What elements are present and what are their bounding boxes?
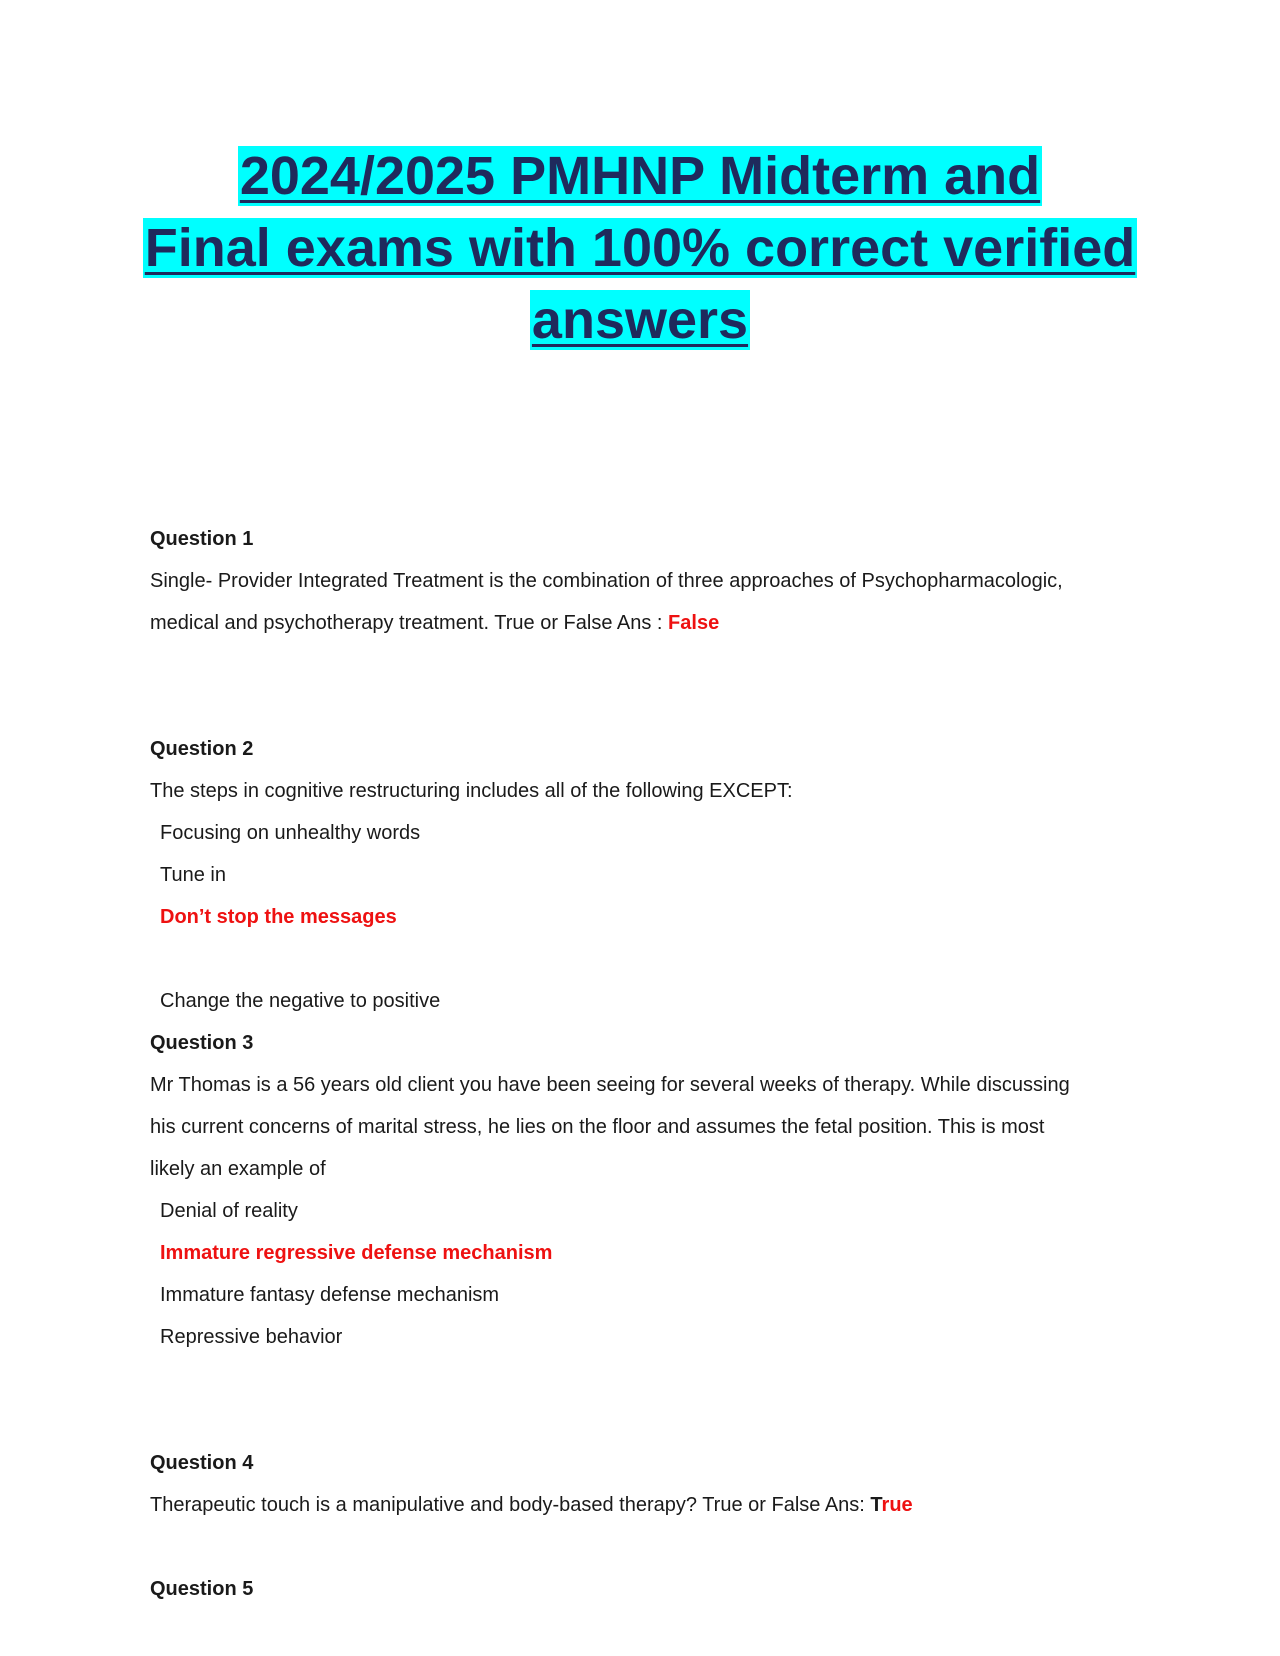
question-text-segment: medical and psychotherapy treatment. True or False Ans :	[150, 612, 669, 634]
question-text-line: Single- Provider Integrated Treatment is the combination of three approaches of Psychopharmacologic,	[150, 570, 1063, 592]
title-line-2: Final exams with 100% correct verified	[144, 218, 1136, 278]
question-2	[150, 728, 1130, 1022]
title-line-1: 2024/2025 PMHNP Midterm and	[239, 146, 1041, 206]
answer-text-first-letter: T	[870, 1494, 882, 1516]
blank-line	[150, 938, 1130, 980]
question-heading: Question 1	[150, 528, 254, 550]
question-text-line: likely an example of	[150, 1158, 326, 1180]
document-title	[0, 140, 1280, 356]
question-text-line: The steps in cognitive restructuring includes all of the following EXCEPT:	[150, 780, 793, 802]
question-text-line: Mr Thomas is a 56 years old client you have been seeing for several weeks of therapy. While discussing	[150, 1074, 1070, 1096]
question-3	[150, 1022, 1130, 1358]
answer-option: Change the negative to positive	[160, 990, 441, 1012]
question-heading: Question 2	[150, 738, 254, 760]
question-heading: Question 5	[150, 1578, 254, 1600]
question-5	[150, 1568, 1130, 1610]
question-text-segment: Therapeutic touch is a manipulative and body-based therapy? True or False Ans:	[150, 1494, 871, 1516]
question-text-line: his current concerns of marital stress, he lies on the floor and assumes the fetal position. This is most	[150, 1116, 1045, 1138]
question-text-line	[150, 602, 1130, 644]
question-heading: Question 3	[150, 1032, 254, 1054]
answer-option-correct: Don’t stop the messages	[160, 906, 397, 928]
question-heading: Question 4	[150, 1452, 254, 1474]
answer-option: Immature fantasy defense mechanism	[160, 1284, 500, 1306]
answer-option: Tune in	[160, 864, 226, 886]
answer-text: False	[668, 612, 720, 634]
question-4	[150, 1442, 1130, 1526]
answer-option-correct: Immature regressive defense mechanism	[160, 1242, 553, 1264]
question-1	[150, 518, 1130, 644]
answer-option: Focusing on unhealthy words	[160, 822, 421, 844]
answer-text-rest: rue	[881, 1494, 913, 1516]
question-text-line	[150, 1484, 1130, 1526]
title-line-3: answers	[531, 290, 749, 350]
answer-option: Denial of reality	[160, 1200, 298, 1222]
answer-option: Repressive behavior	[160, 1326, 343, 1348]
